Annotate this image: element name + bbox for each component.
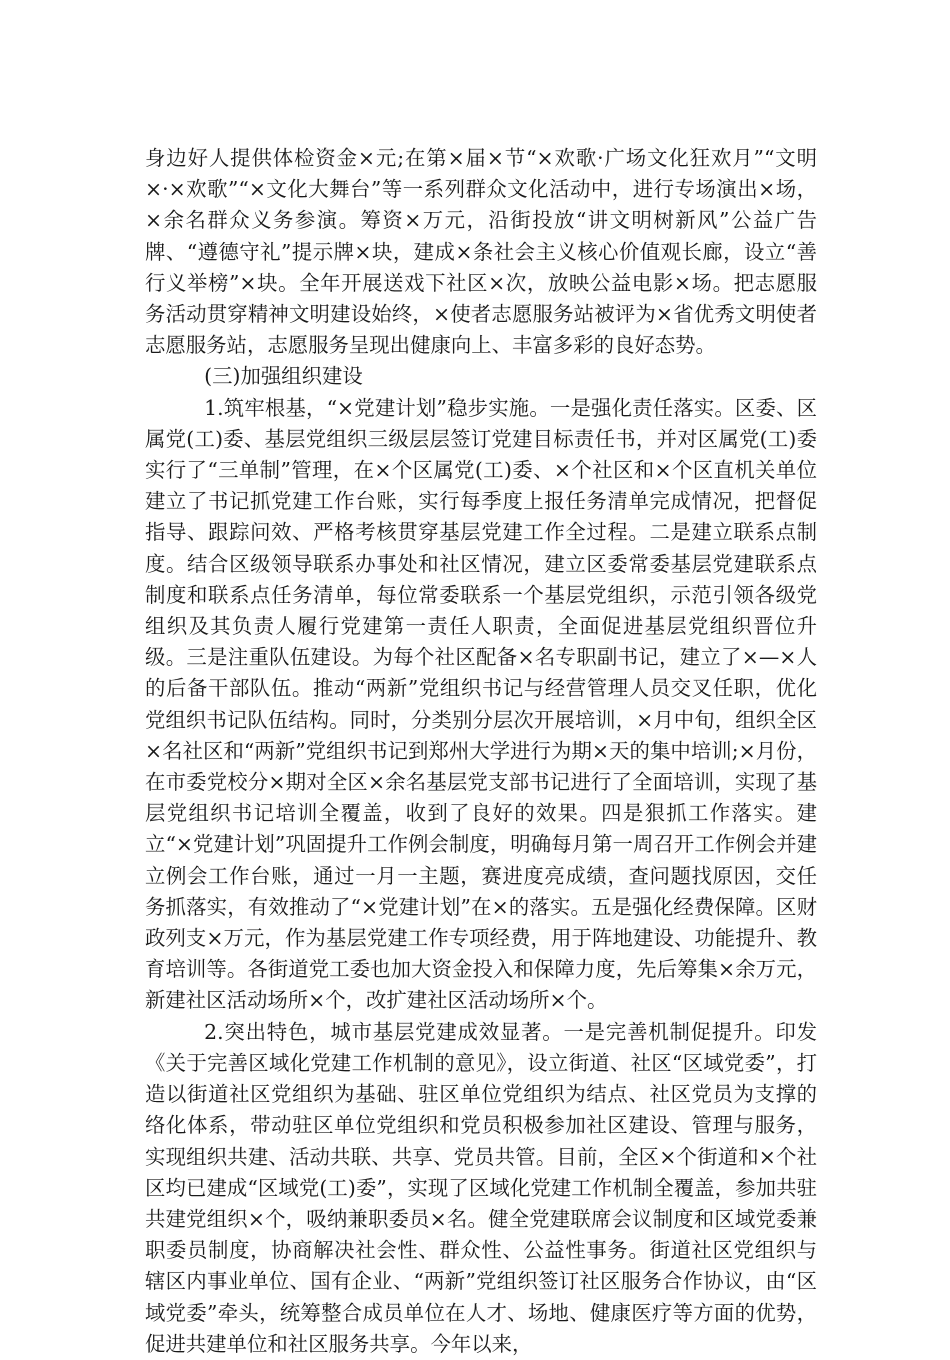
document-page [145,143,817,1360]
paragraph-urban-party-building: 2.突出特色，城市基层党建成效显著。一是完善机制促提升。印发《关于完善区域化党建工作机制的意见》，设立街道、社区“区域党委”，打造以街道社区党组织为基础、驻区单位党组织为结点、社区党员为支撑的络化体系，带动驻区单位党组织和党员积极参加社区建设、管理与服务，实现组织共建、活动共联、共享、党员共管。目前，全区×个街道和×个社区均已建成“区域党(工)委”，实现了区域化党建工作机制全覆盖，参加共驻共建党组织×个，吸纳兼职委员×名。健全党建联席会议制度和区域党委兼职委员制度，协商解决社会性、群众性、公益性事务。街道社区党组织与辖区内事业单位、国有企业、“两新”党组织签订社区服务合作协议，由“区域党委”牵头，统筹整合成员单位在人才、场地、健康医疗等方面的优势，促进共建单位和社区服务共享。今年以来， [145,1019,817,1356]
paragraph-party-plan: 1.筑牢根基，“×党建计划”稳步实施。一是强化责任落实。区委、区属党(工)委、基层党组织三级层层签订党建目标责任书，并对区属党(工)委实行了“三单制”管理，在×个区属党(工)委、×个社区和×个区直机关单位建立了书记抓党建工作台账，实行每季度上报任务清单完成情况，把督促指导、跟踪问效、严格考核贯穿基层党建工作全过程。二是建立联系点制度。结合区级领导联系办事处和社区情况，建立区委常委基层党建联系点制度和联系点任务清单，每位常委联系一个基层党组织，示范引领各级党组织及其负责人履行党建第一责任人职责，全面促进基层党组织晋位升级。三是注重队伍建设。为每个社区配备×名专职副书记，建立了×—×人的后备干部队伍。推动“两新”党组织书记与经营管理人员交叉任职，优化党组织书记队伍结构。同时，分类别分层次开展培训，×月中旬，组织全区×名社区和“两新”党组织书记到郑州大学进行为期×天的集中培训;×月份，在市委党校分×期对全区×余名基层党支部书记进行了全面培训，实现了基层党组织书记培训全覆盖，收到了良好的效果。四是狠抓工作落实。建立“×党建计划”巩固提升工作例会制度，明确每月第一周召开工作例会并建立例会工作台账，通过一月一主题，赛进度亮成绩，查问题找原因，交任务抓落实，有效推动了“×党建计划”在×的落实。五是强化经费保障。区财政列支×万元，作为基层党建工作专项经费，用于阵地建设、功能提升、教育培训等。各街道党工委也加大资金投入和保障力度，先后筹集×余万元，新建社区活动场所×个，改扩建社区活动场所×个。 [145,395,817,1013]
paragraph-culture-activities: 身边好人提供体检资金×元;在第×届×节“×欢歌·广场文化狂欢月”“文明×·×欢歌”“×文化大舞台”等一系列群众文化活动中，进行专场演出×场，×余名群众义务参演。筹资×万元，沿街投放“讲文明树新风”公益广告牌、“遵德守礼”提示牌×块，建成×条社会主义核心价值观长廊，设立“善行义举榜”×块。全年开展送戏下社区×次，放映公益电影×场。把志愿服务活动贯穿精神文明建设始终，×使者志愿服务站被评为×省优秀文明使者志愿服务站，志愿服务呈现出健康向上、丰富多彩的良好态势。 [145,146,817,358]
section-heading-organization: (三)加强组织建设 [204,364,363,389]
